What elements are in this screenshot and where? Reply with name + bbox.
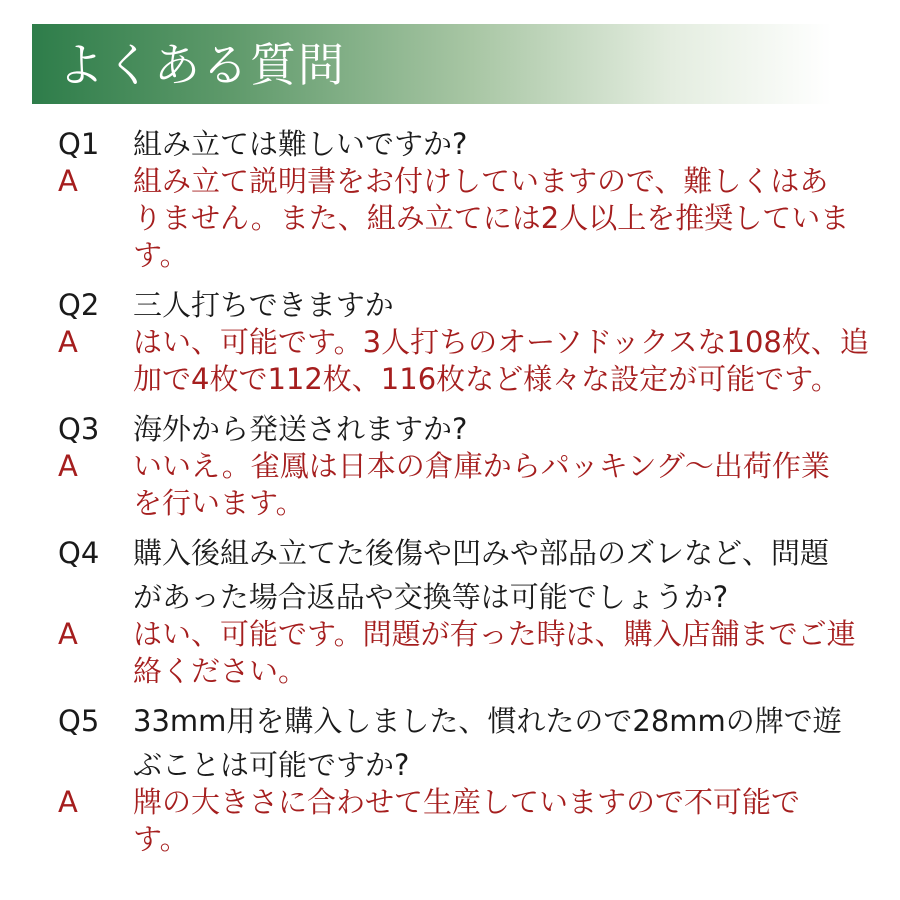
faq-question-5-line-2 [0,745,900,785]
answer-label: A [58,785,78,819]
question-text: があった場合返品や交換等は可能でしょうか? [133,580,729,614]
answer-text: はい、可能です。3人打ちのオーソドックスな108枚、追 [133,325,869,359]
faq-question-4-line-2 [0,577,900,617]
answer-text: 牌の大きさに合わせて生産していますので不可能で [133,785,801,819]
answer-text: す。 [133,238,189,272]
question-label: Q4 [58,536,100,570]
question-text: 海外から発送されますか? [133,412,468,446]
question-label: Q5 [58,704,100,738]
answer-text: 加で4枚で112枚、116枚など様々な設定が可能です。 [133,362,840,396]
question-label: Q1 [58,127,100,161]
faq-answer-4-line-2 [0,651,900,691]
faq-answer-1-line-2 [0,198,900,238]
faq-answer-1 [0,161,900,201]
faq-answer-5 [0,782,900,822]
faq-answer-3-line-2 [0,483,900,523]
question-text: ぶことは可能ですか? [133,748,410,782]
faq-answer-1-line-3 [0,235,900,275]
question-label: Q2 [58,288,100,322]
answer-label: A [58,325,78,359]
page-title: よくある質問 [58,38,346,92]
faq-answer-4 [0,614,900,654]
answer-text: はい、可能です。問題が有った時は、購入店舗までご連 [133,617,856,651]
answer-text: 組み立て説明書をお付けしていますので、難しくはあ [133,164,829,198]
answer-text: す。 [133,822,189,856]
question-text: 組み立ては難しいですか? [133,127,468,161]
faq-answer-5-line-2 [0,819,900,859]
faq-question-1 [0,124,900,164]
answer-text: いいえ。雀鳳は日本の倉庫からパッキング～出荷作業 [133,449,830,483]
answer-text: 絡ください。 [133,654,308,688]
answer-label: A [58,164,78,198]
question-label: Q3 [58,412,100,446]
faq-answer-2 [0,322,900,362]
question-text: 購入後組み立てた後傷や凹みや部品のズレなど、問題 [133,536,830,570]
answer-label: A [58,449,78,483]
answer-label: A [58,617,78,651]
faq-question-2 [0,285,900,325]
faq-question-4 [0,533,900,573]
faq-question-5 [0,701,900,741]
faq-answer-2-line-2 [0,359,900,399]
question-text: 三人打ちできますか [133,288,394,322]
faq-question-3 [0,409,900,449]
answer-text: を行います。 [133,486,305,520]
answer-text: りません。また、組み立てには2人以上を推奨していま [133,201,850,235]
faq-answer-3 [0,446,900,486]
question-text: 33mm用を購入しました、慣れたので28mmの牌で遊 [133,704,842,738]
